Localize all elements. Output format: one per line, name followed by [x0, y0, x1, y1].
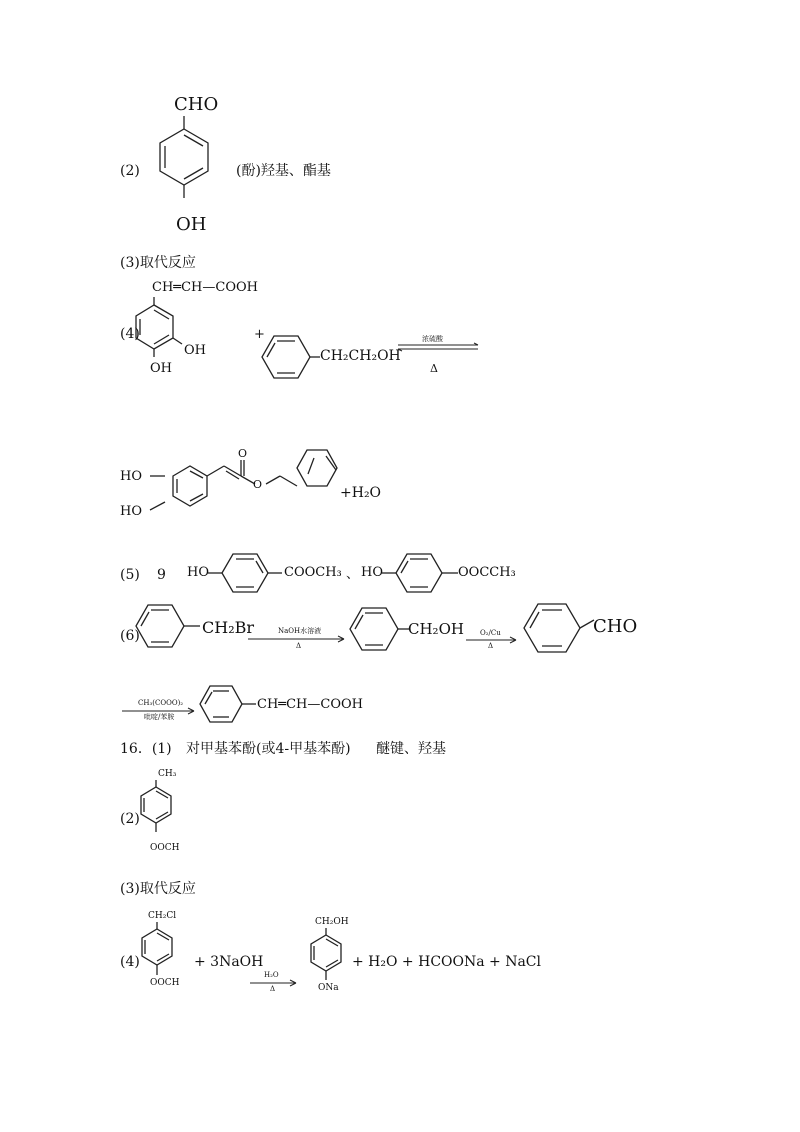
q15-p6-final-product: CH═CH—COOH	[257, 697, 363, 712]
q15-p6-step3-condition-bottom: 吡啶/苯胺	[144, 713, 175, 721]
q15-p4-condition-bottom: Δ	[430, 362, 438, 375]
q16-p2-number: (2)	[120, 811, 140, 827]
q16-p2-ooch-label: OOCH	[150, 843, 180, 853]
q15-p4-oh-bottom: OH	[150, 361, 172, 376]
q16-p4-number: (4)	[120, 954, 140, 970]
q16-p4-ch2cl-label: CH₂Cl	[148, 911, 177, 921]
q15-p5-ho-1: HO	[187, 565, 209, 580]
q15-p4-product-ho-top: HO	[120, 469, 142, 484]
q15-p4-condition-top: 浓硫酸	[422, 335, 443, 343]
q15-p4-caffeic-ring	[136, 297, 196, 369]
q16-p2-ch3-label: CH₃	[158, 769, 177, 779]
q15-p4-product-ester-o: O	[253, 478, 263, 491]
q15-p4-ch2ch2oh: CH₂CH₂OH	[320, 348, 401, 364]
q16-p4-condition-bottom: Δ	[270, 985, 276, 993]
q16-p3-answer: (3)取代反应	[120, 881, 196, 897]
q15-p4-water: +H₂O	[340, 485, 382, 501]
q15-p4-oh-right: OH	[184, 343, 206, 358]
q15-p6-benzyl-bromide-ring	[134, 600, 204, 656]
q15-p4-plus: +	[254, 327, 265, 342]
q16-p4-byproducts: + H₂O + HCOONa + NaCl	[352, 954, 541, 970]
q15-p4-reversible-arrow	[398, 343, 482, 351]
q16-p4-ooch-label: OOCH	[150, 978, 180, 988]
q15-p5-number: (5)	[120, 567, 140, 583]
q15-p6-step3-condition-top: CH₃(COOO)₂	[138, 699, 184, 707]
q15-p4-product-ho-bottom: HO	[120, 504, 142, 519]
q15-p4-chain-label: CH═CH—COOH	[152, 280, 258, 295]
q16-p1-groups: 醚键、羟基	[376, 741, 446, 757]
q15-p5-separator: 、	[346, 567, 360, 582]
q16-p4-reactant-ring	[141, 922, 181, 986]
q16-p4-product-ring	[310, 928, 350, 990]
q15-p6-number: (6)	[120, 628, 140, 644]
q15-p6-benzaldehyde-ring	[524, 600, 604, 662]
q16-p1-compound-name: 对甲基苯酚(或4-甲基苯酚)	[186, 741, 351, 757]
q15-p6-cho: CHO	[593, 616, 638, 637]
q15-p6-ch2br: CH₂Br	[202, 618, 255, 637]
q16-p1-number: 16．(1)	[120, 741, 172, 757]
q15-p5-substituent-1: COOCH₃	[284, 565, 342, 580]
q16-p4-condition-top: H₂O	[264, 971, 279, 979]
q15-p5-ho-2: HO	[361, 565, 383, 580]
q15-p4-product-phenyl-ring	[296, 448, 346, 498]
q15-p3-answer: (3)取代反应	[120, 255, 196, 271]
q15-p2-benzene-ring	[160, 116, 220, 196]
q15-p6-step2-condition-top: O₂/Cu	[480, 629, 501, 637]
q15-p2-cho-label: CHO	[174, 94, 219, 115]
q15-p6-step2-condition-bottom: Δ	[488, 642, 494, 650]
q16-p4-naoh: + 3NaOH	[194, 954, 264, 970]
q15-p6-step1-condition-bottom: Δ	[296, 642, 302, 650]
q15-p5-isomer-count: 9	[157, 567, 166, 583]
q15-p2-oh-label: OH	[176, 214, 207, 235]
q16-p2-ring	[140, 780, 180, 842]
q15-p4-number: (4)	[120, 326, 140, 342]
q15-p5-substituent-2: OOCCH₃	[458, 565, 516, 580]
q16-p4-product-ona-label: ONa	[318, 983, 339, 993]
q15-p6-ch2oh: CH₂OH	[408, 620, 464, 638]
q15-p2-number: (2)	[120, 163, 140, 179]
q15-p2-groups: (酚)羟基、酯基	[236, 163, 331, 179]
q15-p6-step1-condition-top: NaOH水溶液	[278, 627, 322, 635]
q15-p4-phenylethanol-ring	[262, 333, 322, 383]
q15-p4-product-carbonyl-o: O	[238, 447, 248, 460]
q16-p4-product-ch2oh-label: CH₂OH	[315, 917, 349, 927]
